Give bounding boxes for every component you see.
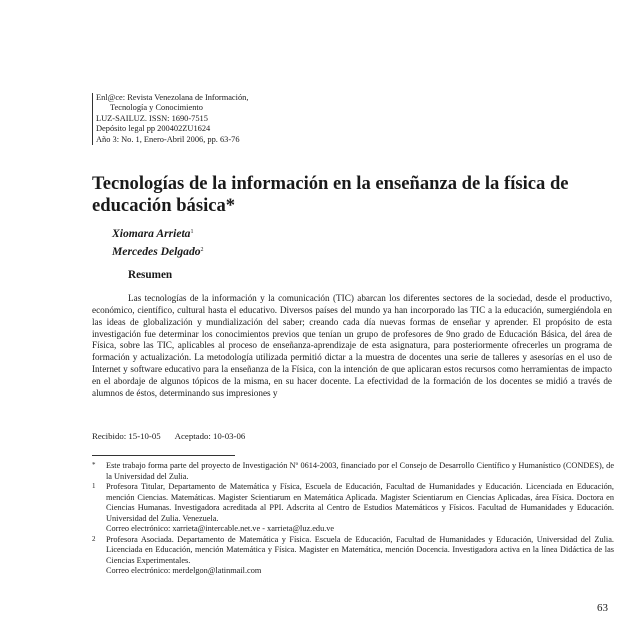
- author-name: Xiomara Arrieta: [112, 227, 191, 240]
- author-list: [112, 224, 204, 260]
- journal-line: Enl@ce: Revista Venezolana de Información,: [96, 93, 249, 102]
- journal-line: Año 3: No. 1, Enero-Abril 2006, pp. 63-76: [96, 134, 240, 144]
- abstract-text: Las tecnologías de la información y la comunicación (TIC) abarcan los diferentes sectores de la sociedad, desde el productivo, económico, científico, cultural hasta el educativo. Diversos países del mundo ya han incorporado las TIC a la educación, sumergiéndola en las ideas de globalización y mundialización del saber; creando cada día nuevas formas de enseñar y aprender. El propósito de esta investigación fue determinar los conocimientos previos que tenían un grupo de profesores de 9no grado de Educación Básica, del área de Física, sobre las TIC, aplicables al proceso de enseñanza-aprendizaje de esta asignatura, para posteriormente ofrecerles un programa de formación y actualización. La metodología utilizada permitió dictar a la muestra de docentes una serie de talleres y asesorías en el uso de Internet y software educativo para la enseñanza de la Física, con la intención de que aplicaran estos recursos como herramientas de impacto en el abordaje de algunos tópicos de la misma, en su hacer docente. La efectividad de la formación de los docentes se midió a través de alumnos de éstos, determinando sus impresiones y: [92, 293, 612, 398]
- journal-info-block: [92, 93, 248, 145]
- footnote-mark: *: [92, 461, 96, 469]
- footnote: [92, 461, 614, 482]
- footnote-email: Correo electrónico: xarrieta@intercable.net.ve - xarrieta@luz.edu.ve: [106, 524, 335, 533]
- footnote-text: Profesora Asociada. Departamento de Matemática y Física. Escuela de Educación, Facultad de Humanidades y Educación, Universidad del Zulia. Licenciada en Educación, mención Matemática y Física. Magister en Matemática, mención Docencia. Investigadora activa en la línea Didáctica de las Ciencias Experimentales.: [106, 534, 614, 565]
- page-number: 63: [597, 602, 608, 614]
- footnotes: [92, 461, 614, 577]
- received-date: Recibido: 15-10-05: [92, 431, 161, 441]
- author: [112, 224, 204, 242]
- footnote-text: Este trabajo forma parte del proyecto de Investigación Nº 0614-2003, financiado por el Consejo de Desarrollo Científico y Humanístico (CONDES), de la Universidad del Zulia.: [106, 461, 614, 481]
- author-mark: 1: [190, 229, 194, 235]
- author-mark: 2: [200, 247, 204, 253]
- footnote: [92, 482, 614, 535]
- author-name: Mercedes Delgado: [112, 245, 201, 258]
- author: [112, 242, 204, 260]
- footnote-divider: [92, 455, 235, 456]
- journal-line: Depósito legal pp 200402ZU1624: [96, 124, 211, 134]
- article-title: Tecnologías de la información en la enseñanza de la física de educación básica*: [92, 173, 569, 216]
- abstract-heading: Resumen: [128, 269, 173, 281]
- footnote: [92, 535, 614, 577]
- footnote-text: Profesora Titular, Departamento de Matemática y Física, Escuela de Educación, Facultad de Humanidades y Educación. Licenciada en Educación, mención Ciencias. Matemáticas. Magister Scientiarum en Matemática Aplicada. Magister Scientiarum en Ciencias Aplicadas, área Física. Doctora en Ciencias Humanas. Investigadora acreditada al PPI. Adscrita al Centro de Estudios Matemáticos y Físicos. Facultad de Humanidades y Educación. Universidad del Zulia. Venezuela.: [106, 482, 614, 523]
- footnote-mark: 2: [92, 534, 96, 543]
- footnote-mark: 1: [92, 482, 96, 490]
- journal-line: Tecnología y Conocimiento: [110, 103, 203, 113]
- footnote-email: Correo electrónico: merdelgon@latinmail.com: [106, 566, 262, 575]
- journal-line: LUZ-SAILUZ. ISSN: 1690-7515: [96, 113, 208, 123]
- accepted-date: Aceptado: 10-03-06: [174, 431, 246, 441]
- dates-line: [92, 431, 259, 441]
